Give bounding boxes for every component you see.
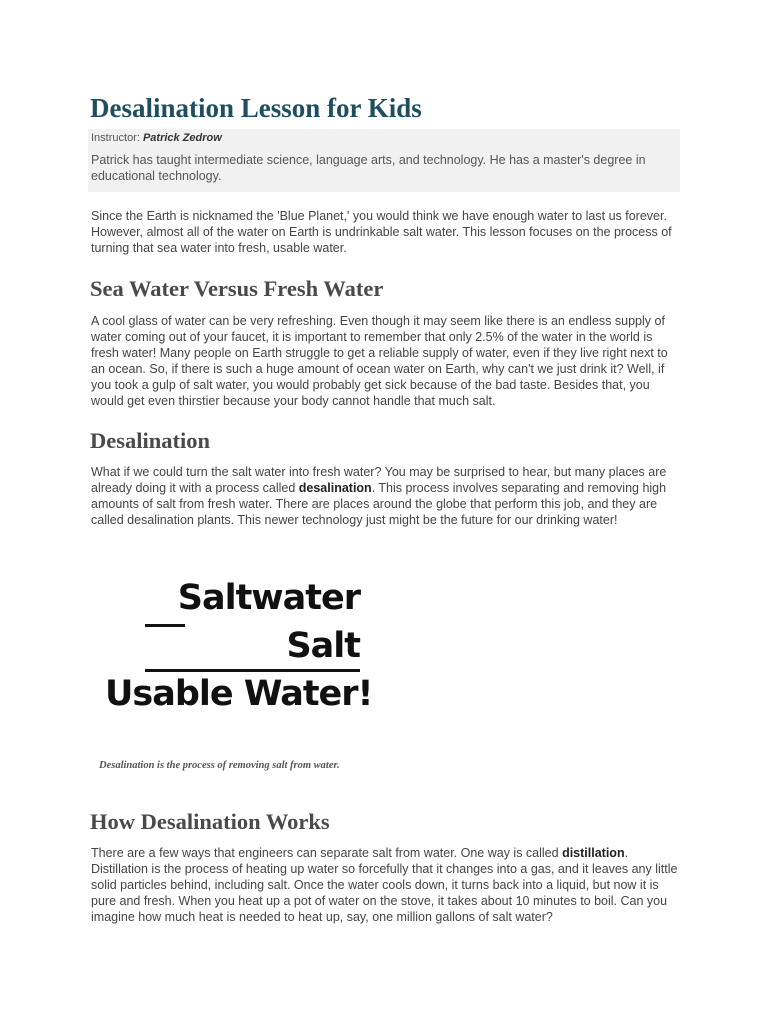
instructor-name[interactable]: Patrick Zedrow [142,132,222,144]
equation-usable-water: Usable Water! [105,674,373,714]
instructor-label: Instructor: [91,132,140,144]
how-it-works-text-after: . Distillation is the process of heating up water so forcefully that it changes into a gas, and it leaves any little solid particles behind, including salt. Once the water cools down, it turns back into a liquid, but now it is pure and fresh. When you heat up a pot of water on the stove, it takes about 10 minutes to boil. Can you imagine how much heat is needed to heat up, say, one million gallons of salt water? [91,846,678,924]
equation-salt: Salt [286,626,360,666]
section-heading-sea-water: Sea Water Versus Fresh Water [90,276,384,301]
desalination-term: desalination [298,481,372,495]
figure-caption: Desalination is the process of removing salt from water. [99,760,340,771]
distillation-term: distillation [562,846,625,860]
equation-sum-rule [145,669,360,672]
section-heading-how-it-works: How Desalination Works [90,809,330,834]
desalination-text-before: What if we could turn the salt water into fresh water? You may be surprised to hear, but many places are already doing it with a process called [91,465,667,495]
desalination-text-after: . This process involves separating and removing high amounts of salt from fresh water. There are places around the globe that perform this job, and they are called desalination plants. This newer technology just might be the future for our drinking water! [91,481,667,527]
equation-minus-sign [145,624,185,627]
section-heading-desalination: Desalination [90,428,211,453]
page-title: Desalination Lesson for Kids [90,93,422,123]
instructor-line [91,131,677,145]
how-it-works-text-before: There are a few ways that engineers can separate salt from water. One way is called [91,846,563,860]
instructor-bio-box [88,129,680,192]
how-it-works-paragraph [91,845,681,925]
intro-paragraph: Since the Earth is nicknamed the 'Blue Planet,' you would think we have enough water to last us forever. However, almost all of the water on Earth is undrinkable salt water. This lesson focuses on the process of turning that sea water into fresh, usable water. [91,209,672,255]
equation-saltwater: Saltwater [177,578,360,618]
instructor-bio-text: Patrick has taught intermediate science, language arts, and technology. He has a master's degree in educational technology. [91,153,646,183]
desalination-paragraph [91,464,681,528]
desalination-equation-figure [105,576,373,716]
sea-water-paragraph: A cool glass of water can be very refreshing. Even though it may seem like there is an endless supply of water coming out of your faucet, it is important to remember that only 2.5% of the water in the world is fresh water! Many people on Earth struggle to get a reliable supply of water, even if they live right next to an ocean. So, if there is such a huge amount of ocean water on Earth, why can't we just drink it? Well, if you took a gulp of salt water, you would probably get sick because of the bad taste. Besides that, you would get even thirstier because your body cannot handle that much salt. [91,314,668,408]
